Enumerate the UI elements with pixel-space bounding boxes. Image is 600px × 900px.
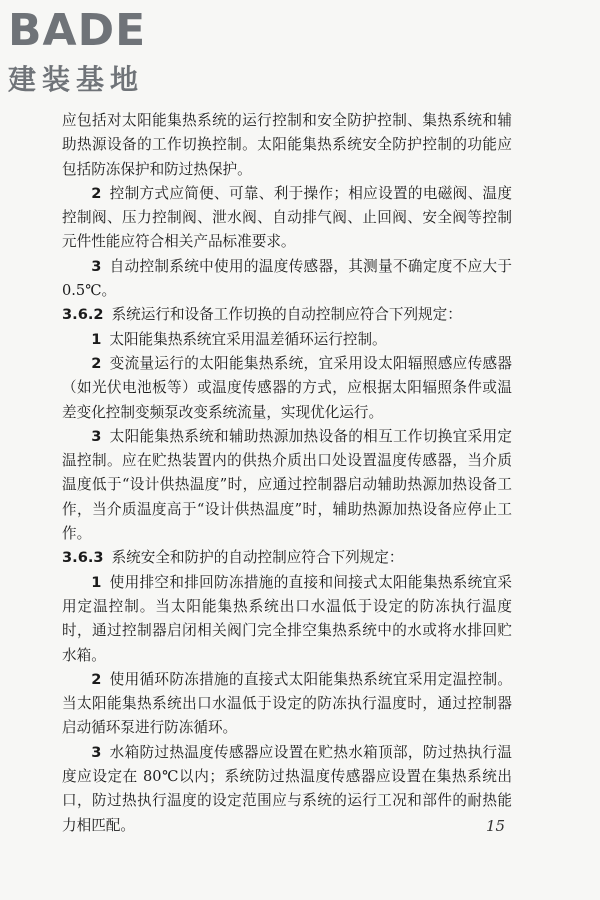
paragraph-text: 系统安全和防护的自动控制应符合下列规定：: [111, 549, 404, 567]
list-item: [62, 352, 512, 425]
logo-wordmark: BADE: [8, 5, 147, 56]
paragraph-text: 系统运行和设备工作切换的自动控制应符合下列规定：: [111, 306, 462, 324]
paragraph-text: 应包括对太阳能集热系统的运行控制和安全防护控制、集热系统和辅助热源设备的工作切换控制。太阳能集热系统安全防护控制的功能应包括防冻保护和防过热保护。: [62, 112, 512, 178]
paragraph-text: 太阳能集热系统宜采用温差循环运行控制。: [109, 330, 387, 348]
paragraph-text: 水箱防过热温度传感器应设置在贮热水箱顶部，防过热执行温度应设定在 80℃以内；系统防过热温度传感器应设置在集热系统出口，防过热执行温度的设定范围应与系统的运行工况和部件的耐热能力相匹配。: [62, 743, 512, 834]
list-item: [62, 328, 512, 352]
section-number: 3.6.3: [62, 549, 104, 567]
paragraph-text: 自动控制系统中使用的温度传感器，其测量不确定度不应大于 0.5℃。: [62, 257, 512, 300]
item-number: 3: [91, 257, 102, 275]
document-body: [62, 109, 512, 838]
item-number: 1: [91, 573, 102, 591]
item-number: 2: [91, 184, 102, 202]
paragraph-continuation: [62, 109, 512, 182]
section-clause: [62, 303, 512, 327]
list-item: [62, 741, 512, 838]
paragraph-text: 控制方式应简便、可靠、利于操作；相应设置的电磁阀、温度控制阀、压力控制阀、泄水阀、自动排气阀、止回阀、安全阀等控制元件性能应符合相关产品标准要求。: [62, 184, 512, 251]
list-item: [62, 571, 512, 668]
item-number: 2: [91, 354, 102, 372]
section-clause: [62, 546, 512, 570]
paragraph-text: 变流量运行的太阳能集热系统，宜采用设太阳辐照感应传感器（如光伏电池板等）或温度传感器的方式，应根据太阳辐照条件或温差变化控制变频泵改变系统流量，实现优化运行。: [62, 354, 512, 421]
paragraph-text: 使用循环防冻措施的直接式太阳能集热系统宜采用定温控制。当太阳能集热系统出口水温低于设定的防冻执行温度时，通过控制器启动循环泵进行防冻循环。: [62, 670, 512, 737]
paragraph-text: 太阳能集热系统和辅助热源加热设备的相互工作切换宜采用定温控制。应在贮热装置内的供热介质出口处设置温度传感器，当介质温度低于“设计供热温度”时，应通过控制器启动辅助热源加热设备工作，当介质温度高于“设计供热温度”时，辅助热源加热设备应停止工作。: [62, 427, 512, 543]
list-item: [62, 425, 512, 546]
item-number: 1: [91, 330, 102, 348]
paragraph-text: 使用排空和排回防冻措施的直接和间接式太阳能集热系统宜采用定温控制。当太阳能集热系统出口水温低于设定的防冻执行温度时，通过控制器启闭相关阀门完全排空集热系统中的水或将水排回贮水箱。: [62, 573, 512, 664]
page-number: 15: [486, 817, 506, 835]
list-item: [62, 182, 512, 255]
list-item: [62, 255, 512, 304]
section-number: 3.6.2: [62, 306, 104, 324]
item-number: 3: [91, 743, 102, 761]
logo-subtitle: 建装基地: [8, 63, 145, 96]
item-number: 2: [91, 670, 102, 688]
list-item: [62, 668, 512, 741]
bade-logo: [8, 5, 178, 98]
item-number: 3: [91, 427, 102, 445]
